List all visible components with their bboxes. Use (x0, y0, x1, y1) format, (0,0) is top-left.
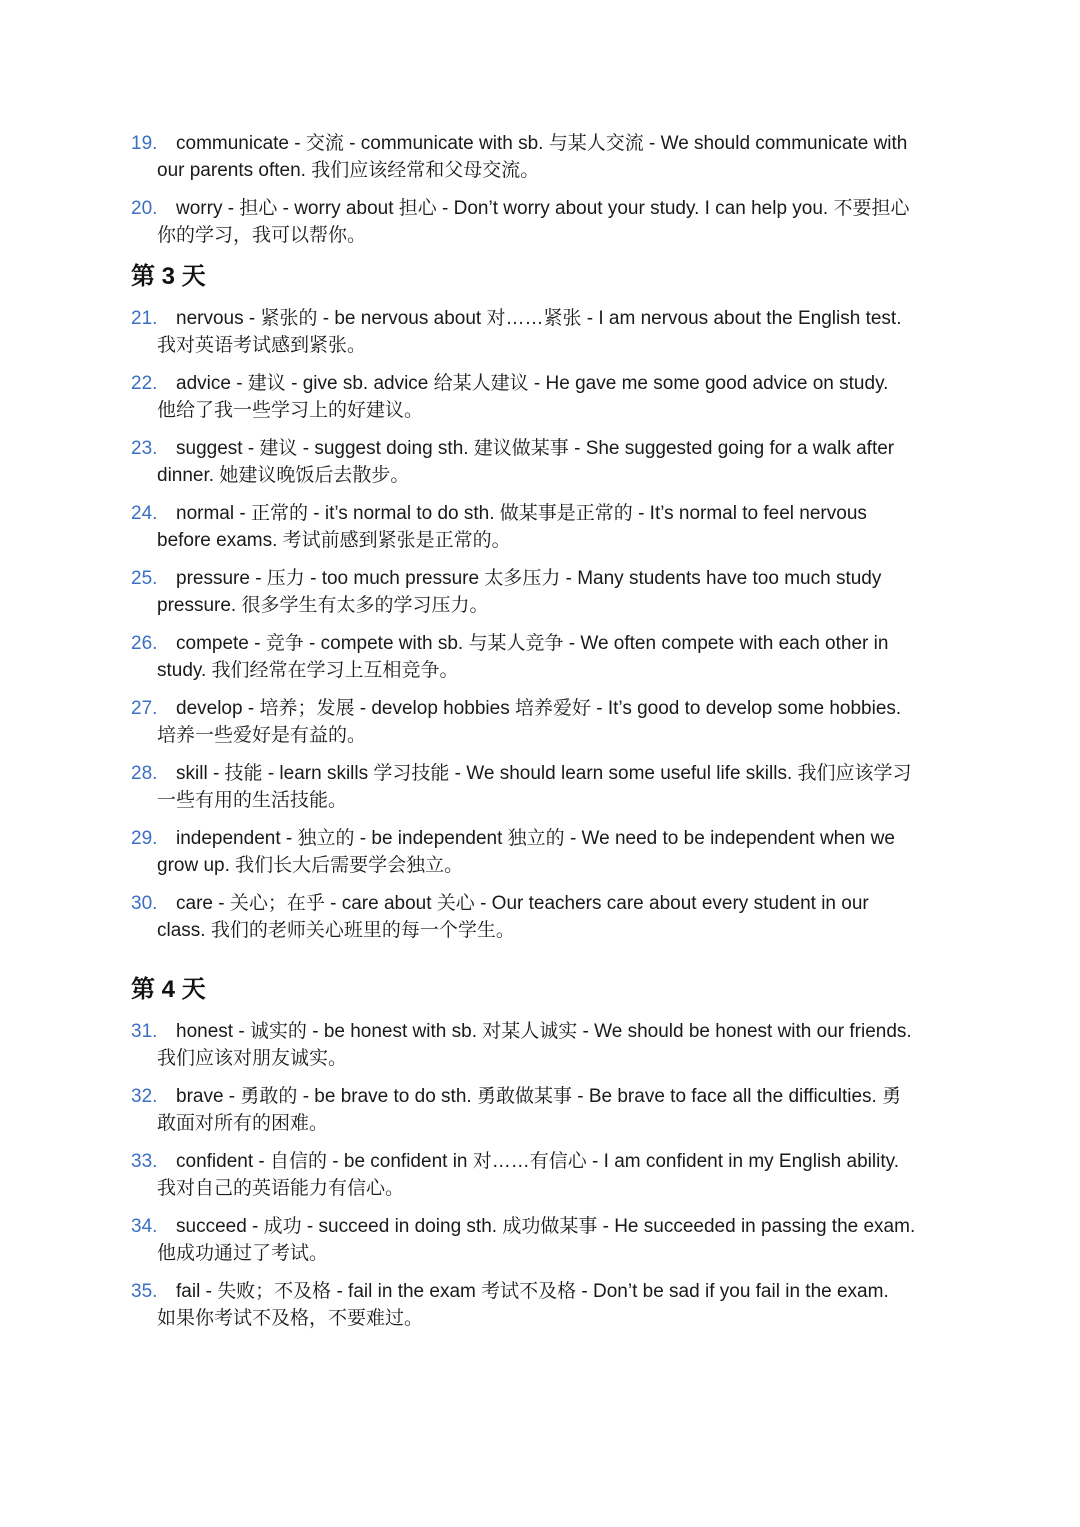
entry-line-2: 我对英语考试感到紧张。 (157, 335, 367, 356)
entry-text: independent - 独立的 - be independent 独立的 - We need to be independent when we (176, 828, 895, 849)
entry-line-1 (131, 370, 961, 397)
entry-number: 28. (131, 763, 158, 784)
vocab-entry-26 (131, 630, 961, 684)
entry-text: care - 关心；在乎 - care about 关心 - Our teachers care about every student in our (176, 893, 869, 914)
entry-line-2: 我对自己的英语能力有信心。 (157, 1178, 405, 1199)
section-heading-day-4: 第 4 天 (131, 976, 206, 1003)
vocab-entry-21 (131, 305, 961, 359)
vocab-entry-28 (131, 760, 961, 814)
entry-line-2: 敢面对所有的困难。 (157, 1113, 329, 1134)
entry-line-1 (131, 435, 961, 462)
vocab-entry-32 (131, 1083, 961, 1137)
entry-number: 34. (131, 1216, 158, 1237)
entry-text: confident - 自信的 - be confident in 对……有信心 - I am confident in my English ability. (176, 1151, 899, 1172)
entry-line-2: our parents often. 我们应该经常和父母交流。 (157, 160, 540, 181)
entry-line-2: 培养一些爱好是有益的。 (157, 725, 367, 746)
entry-number: 22. (131, 373, 158, 394)
entry-text: worry - 担心 - worry about 担心 - Don’t worry about your study. I can help you. 不要担心 (176, 198, 910, 219)
entry-line-1 (131, 1148, 961, 1175)
entry-number: 27. (131, 698, 158, 719)
entry-text: honest - 诚实的 - be honest with sb. 对某人诚实 - We should be honest with our friends. (176, 1021, 912, 1042)
vocab-entry-35 (131, 1278, 961, 1332)
entry-line-1 (131, 695, 961, 722)
entry-text: normal - 正常的 - it’s normal to do sth. 做某事是正常的 - It’s normal to feel nervous (176, 503, 867, 524)
entry-line-1 (131, 195, 961, 222)
entry-number: 21. (131, 308, 158, 329)
entry-line-2: dinner. 她建议晚饭后去散步。 (157, 465, 410, 486)
entry-text: brave - 勇敢的 - be brave to do sth. 勇敢做某事 - Be brave to face all the difficulties. 勇 (176, 1086, 902, 1107)
vocab-entry-34 (131, 1213, 961, 1267)
entry-line-2: 你的学习，我可以帮你。 (157, 225, 367, 246)
section-heading-day-3: 第 3 天 (131, 263, 206, 290)
entry-text: succeed - 成功 - succeed in doing sth. 成功做某事 - He succeeded in passing the exam. (176, 1216, 916, 1237)
entry-text: suggest - 建议 - suggest doing sth. 建议做某事 - She suggested going for a walk after (176, 438, 895, 459)
entry-number: 31. (131, 1021, 158, 1042)
entry-line-2: class. 我们的老师关心班里的每一个学生。 (157, 920, 515, 941)
entry-line-1 (131, 1018, 961, 1045)
entry-line-1 (131, 1213, 961, 1240)
entry-line-2: pressure. 很多学生有太多的学习压力。 (157, 595, 489, 616)
vocab-entry-27 (131, 695, 961, 749)
vocab-entry-22 (131, 370, 961, 424)
entry-line-1 (131, 630, 961, 657)
entry-line-1 (131, 130, 961, 157)
entry-text: skill - 技能 - learn skills 学习技能 - We should learn some useful life skills. 我们应该学习 (176, 763, 912, 784)
entry-number: 23. (131, 438, 158, 459)
entry-line-2: 他给了我一些学习上的好建议。 (157, 400, 424, 421)
entry-line-1 (131, 500, 961, 527)
entry-line-1 (131, 1278, 961, 1305)
entry-line-2: 如果你考试不及格，不要难过。 (157, 1308, 424, 1329)
vocab-entry-25 (131, 565, 961, 619)
entry-number: 30. (131, 893, 158, 914)
entry-text: communicate - 交流 - communicate with sb. 与某人交流 - We should communicate with (176, 133, 908, 154)
vocab-entry-23 (131, 435, 961, 489)
entry-line-2: 一些有用的生活技能。 (157, 790, 348, 811)
entry-number: 26. (131, 633, 158, 654)
entry-number: 33. (131, 1151, 158, 1172)
entry-line-1 (131, 305, 961, 332)
entry-text: compete - 竞争 - compete with sb. 与某人竞争 - We often compete with each other in (176, 633, 889, 654)
entry-line-2: 我们应该对朋友诚实。 (157, 1048, 348, 1069)
entry-line-2: 他成功通过了考试。 (157, 1243, 329, 1264)
vocab-entry-20 (131, 195, 961, 249)
entry-text: fail - 失败；不及格 - fail in the exam 考试不及格 - Don’t be sad if you fail in the exam. (176, 1281, 889, 1302)
vocab-entry-31 (131, 1018, 961, 1072)
entry-text: develop - 培养；发展 - develop hobbies 培养爱好 - It’s good to develop some hobbies. (176, 698, 902, 719)
entry-line-1 (131, 1083, 961, 1110)
entry-text: nervous - 紧张的 - be nervous about 对……紧张 - I am nervous about the English test. (176, 308, 902, 329)
entry-number: 20. (131, 198, 158, 219)
vocab-entry-30 (131, 890, 961, 944)
entry-number: 24. (131, 503, 158, 524)
entry-line-1 (131, 565, 961, 592)
entry-text: pressure - 压力 - too much pressure 太多压力 - Many students have too much study (176, 568, 882, 589)
vocab-entry-29 (131, 825, 961, 879)
entry-line-2: before exams. 考试前感到紧张是正常的。 (157, 530, 511, 551)
vocab-entry-19 (131, 130, 961, 184)
entry-line-2: study. 我们经常在学习上互相竞争。 (157, 660, 459, 681)
entry-line-1 (131, 825, 961, 852)
entry-number: 29. (131, 828, 158, 849)
entry-line-1 (131, 890, 961, 917)
vocab-entry-24 (131, 500, 961, 554)
entry-number: 35. (131, 1281, 158, 1302)
entry-number: 32. (131, 1086, 158, 1107)
vocab-entry-33 (131, 1148, 961, 1202)
entry-line-2: grow up. 我们长大后需要学会独立。 (157, 855, 464, 876)
entry-number: 19. (131, 133, 158, 154)
entry-number: 25. (131, 568, 158, 589)
entry-line-1 (131, 760, 961, 787)
entry-text: advice - 建议 - give sb. advice 给某人建议 - He gave me some good advice on study. (176, 373, 889, 394)
